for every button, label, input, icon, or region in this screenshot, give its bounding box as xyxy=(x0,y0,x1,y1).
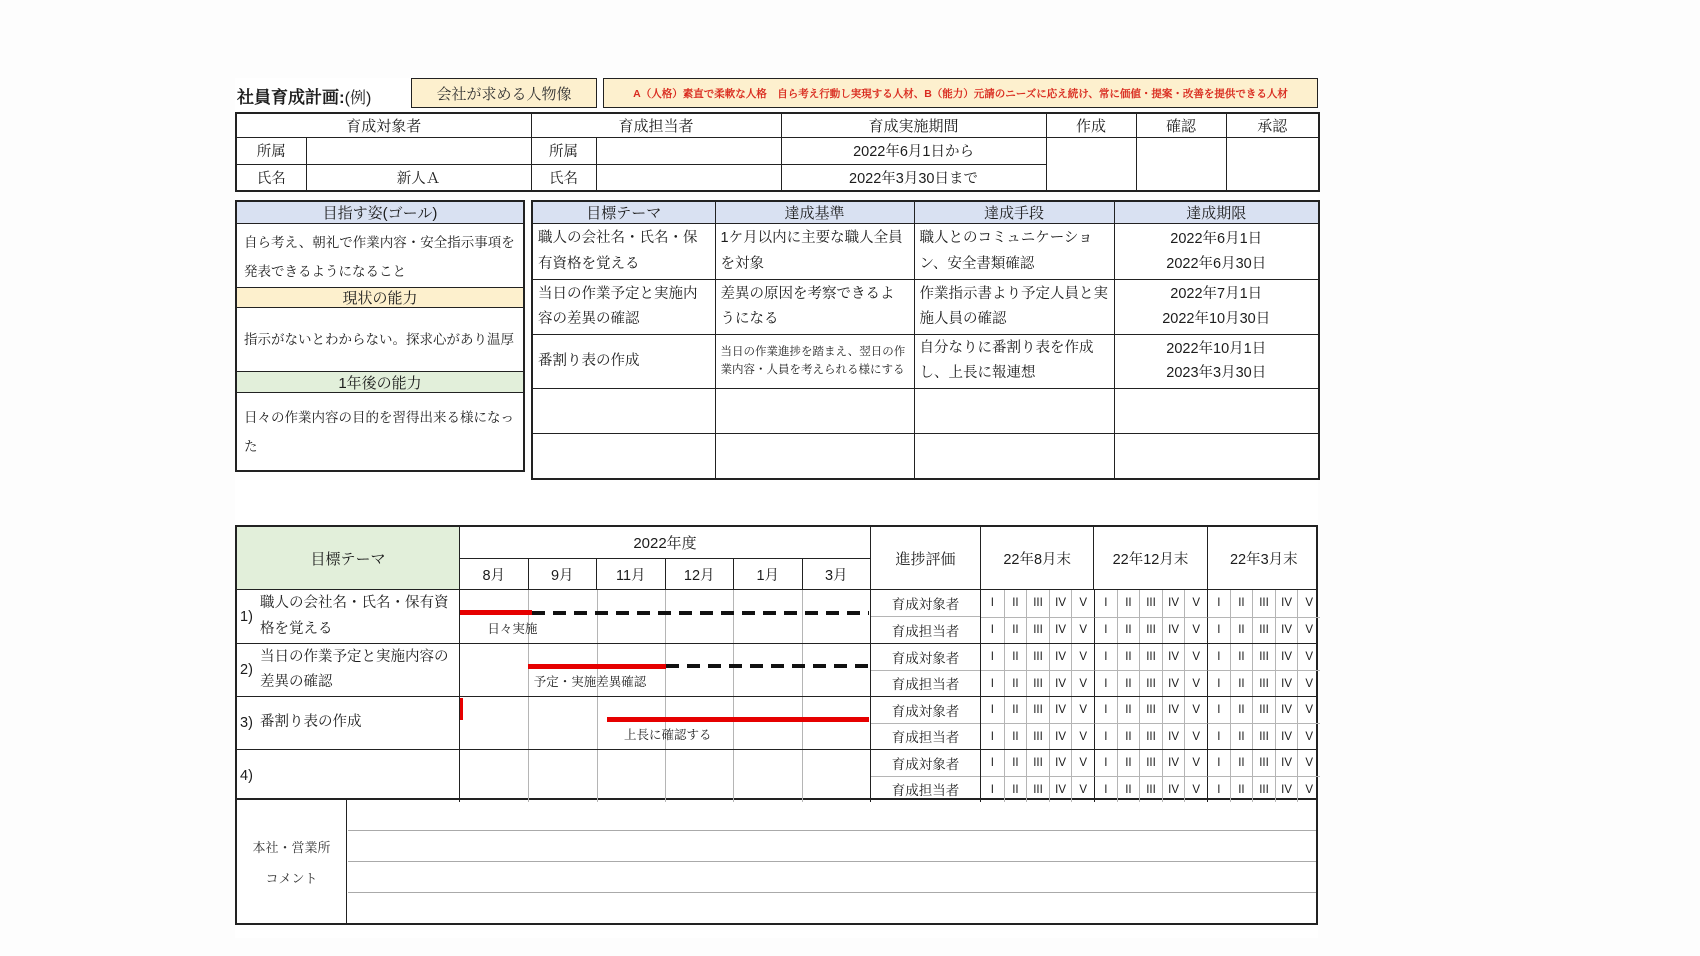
eval-scale-cell: II xyxy=(1230,750,1253,776)
eval-scale-cell: III xyxy=(1139,617,1162,644)
gantt-month-header: 8月 xyxy=(482,567,506,584)
gantt-bar-actual xyxy=(528,664,666,669)
eval-scale-cell: II xyxy=(1004,776,1027,802)
eval-scale-cell: I xyxy=(1207,750,1230,776)
gantt-eval-period-header: 22年3月末 xyxy=(1207,527,1320,589)
employee-development-plan-sheet xyxy=(235,78,1318,938)
eval-scale-cell: I xyxy=(1207,590,1230,617)
goal-criteria-cell xyxy=(715,388,914,433)
eval-scale-cell: III xyxy=(1252,723,1275,749)
comments-section xyxy=(235,800,1318,925)
eval-scale-cell: I xyxy=(981,776,1004,802)
eval-scale-cell: IV xyxy=(1162,644,1185,670)
goal-header: 目指す姿(ゴール) xyxy=(237,202,523,224)
eval-scale-cell: V xyxy=(1184,670,1207,696)
goal-theme-cell: 当日の作業予定と実施内容の差異の確認 xyxy=(532,280,715,335)
eval-scale-cell: II xyxy=(1004,723,1027,749)
gantt-role-label: 育成対象者 xyxy=(891,650,960,666)
month-separator xyxy=(802,590,803,643)
trainer-affiliation-value xyxy=(596,137,781,164)
eval-scale-cell: V xyxy=(1071,617,1094,644)
milestone-tick xyxy=(460,698,463,720)
gantt-bar-actual xyxy=(607,717,869,722)
eval-scale-cell: IV xyxy=(1275,644,1298,670)
eval-scale-cell: II xyxy=(1117,670,1140,696)
eval-scale-cell: II xyxy=(1004,750,1027,776)
eval-scale-cell: V xyxy=(1184,723,1207,749)
profile-panel xyxy=(235,200,525,472)
eval-scale-cell: I xyxy=(1094,776,1117,802)
gantt-timeline-cell xyxy=(460,590,870,643)
gantt-month-header: 1月 xyxy=(733,559,802,589)
eval-scale-cell: I xyxy=(990,757,994,769)
gantt-body xyxy=(237,590,1316,802)
eval-scale-cell: IV xyxy=(1275,670,1298,696)
trainee-name-value: 新人Ａ xyxy=(306,164,531,191)
gantt-role-label: 育成担当者 xyxy=(871,776,980,803)
eval-scale-cell: III xyxy=(1252,670,1275,696)
gantt-timeline-cell xyxy=(460,697,870,749)
company-persona-description: A（人格）素直で柔軟な人格 自ら考え行動し実現する人材、B（能力）元請のニーズに応え続け、常に価値・提案・改善を提供できる人材 xyxy=(603,78,1318,108)
goal-theme-cell xyxy=(532,433,715,479)
month-separator xyxy=(802,750,803,802)
deadline-to: 2023年3月30日 xyxy=(1166,365,1267,382)
goal-theme-cell xyxy=(532,388,715,433)
eval-scale-cell: I xyxy=(981,723,1004,749)
gantt-eval-cell xyxy=(980,590,1320,643)
eval-scale-cell: V xyxy=(1071,670,1094,696)
eval-scale-cell: II xyxy=(1230,723,1253,749)
period-to-value: 2022年3月30日まで xyxy=(781,164,1046,191)
eval-scale-cell: I xyxy=(1094,750,1117,776)
eval-scale-cell: I xyxy=(1207,723,1230,749)
eval-scale-cell: IV xyxy=(1162,590,1185,617)
gantt-bar-label: 上長に確認する xyxy=(624,728,712,743)
current-ability-header: 現状の能力 xyxy=(237,287,523,308)
eval-scale-cell: I xyxy=(1207,644,1230,670)
goal-theme-cell: 番割り表の作成 xyxy=(532,335,715,389)
trainee-affiliation-label: 所属 xyxy=(236,137,306,164)
eval-scale-cell: IV xyxy=(1275,776,1298,802)
eval-scale-cell: IV xyxy=(1275,590,1298,617)
month-separator xyxy=(733,750,734,802)
gantt-section xyxy=(235,525,1318,800)
gantt-theme-header: 目標テーマ xyxy=(237,527,460,589)
gantt-month-header: 12月 xyxy=(665,559,734,589)
deadline-from: 2022年7月1日 xyxy=(1170,286,1263,303)
month-separator xyxy=(665,750,666,802)
eval-scale-cell: II xyxy=(1117,723,1140,749)
gantt-month-headers xyxy=(460,559,870,589)
eval-scale-cell: V xyxy=(1297,750,1320,776)
future-ability-header: 1年後の能力 xyxy=(237,371,523,393)
eval-scale-cell: I xyxy=(1207,617,1230,644)
eval-scale-cell: III xyxy=(1252,776,1275,802)
eval-scale-cell: IV xyxy=(1162,723,1185,749)
eval-scale-cell: I xyxy=(1094,697,1117,723)
eval-scale-cell: V xyxy=(1297,776,1320,802)
page-title xyxy=(237,83,371,108)
eval-scale-cell: I xyxy=(1094,617,1117,644)
eval-scale-cell: IV xyxy=(1049,617,1072,644)
eval-scale-cell: I xyxy=(1207,670,1230,696)
comment-line xyxy=(348,831,1316,862)
eval-scale-cell: V xyxy=(1071,750,1094,776)
gantt-bar-planned xyxy=(532,611,869,615)
goal-method-cell: 自分なりに番割り表を作成し、上長に報連想 xyxy=(914,335,1114,389)
eval-scale-cell: V xyxy=(1071,723,1094,749)
eval-scale-cell: III xyxy=(1026,723,1049,749)
eval-scale-cell: V xyxy=(1184,776,1207,802)
eval-scale-cell: II xyxy=(1004,697,1027,723)
trainee-name-label: 氏名 xyxy=(236,164,306,191)
eval-scale-cell: II xyxy=(1230,590,1253,617)
eval-scale-cell: III xyxy=(1252,644,1275,670)
eval-scale-cell: IV xyxy=(1049,670,1072,696)
gantt-eval-cell xyxy=(980,644,1320,696)
goals-table-body xyxy=(532,224,1319,480)
eval-scale-cell: IV xyxy=(1049,776,1072,802)
gantt-header xyxy=(237,527,1316,590)
eval-scale-cell: II xyxy=(1230,697,1253,723)
goal-deadline-cell xyxy=(1114,335,1319,389)
comment-lines xyxy=(348,800,1316,923)
eval-scale-cell: IV xyxy=(1162,617,1185,644)
goals-header-theme: 目標テーマ xyxy=(532,201,715,224)
eval-scale-cell: I xyxy=(990,704,994,716)
eval-scale-cell: V xyxy=(1297,590,1320,617)
page-title-suffix: (例) xyxy=(344,90,372,107)
goal-method-cell xyxy=(914,388,1114,433)
goals-header-deadline: 達成期限 xyxy=(1114,201,1319,224)
gantt-role-cell xyxy=(870,644,980,696)
gantt-theme-text: 番割り表の作成 xyxy=(260,714,362,731)
eval-scale-cell: V xyxy=(1184,697,1207,723)
eval-scale-cell: IV xyxy=(1049,723,1072,749)
gantt-role-label: 育成対象者 xyxy=(891,756,960,772)
goal-deadline-cell xyxy=(1114,280,1319,335)
eval-scale-cell: IV xyxy=(1162,750,1185,776)
month-separator xyxy=(665,644,666,696)
gantt-role-cell xyxy=(870,590,980,643)
eval-scale-cell: III xyxy=(1026,617,1049,644)
created-header: 作成 xyxy=(1046,113,1136,137)
comment-line xyxy=(348,893,1316,923)
comments-label-line2: コメント xyxy=(265,870,318,886)
goal-deadline-cell xyxy=(1114,433,1319,479)
trainer-name-value xyxy=(596,164,781,191)
company-persona-label: 会社が求める人物像 xyxy=(411,78,597,108)
month-separator xyxy=(802,644,803,696)
eval-scale-cell: V xyxy=(1071,590,1094,617)
eval-scale-cell: IV xyxy=(1275,697,1298,723)
checked-header: 確認 xyxy=(1136,113,1226,137)
eval-scale-cell: V xyxy=(1184,750,1207,776)
eval-scale-cell: II xyxy=(1117,697,1140,723)
goals-header-method: 達成手段 xyxy=(914,201,1114,224)
gantt-timeline-cell xyxy=(460,644,870,696)
goal-method-cell xyxy=(914,433,1114,479)
gantt-row-number: 4) xyxy=(240,768,253,784)
eval-scale-cell: I xyxy=(1094,590,1117,617)
eval-scale-cell: II xyxy=(1004,590,1027,617)
trainer-name-label: 氏名 xyxy=(531,164,596,191)
goal-theme-cell: 職人の会社名・氏名・保有資格を覚える xyxy=(532,224,715,280)
gantt-role-label: 育成対象者 xyxy=(891,597,960,612)
eval-scale-cell: III xyxy=(1252,590,1275,617)
created-sign-cell xyxy=(1046,137,1136,191)
eval-scale-cell: I xyxy=(1094,644,1117,670)
eval-scale-cell: II xyxy=(1230,776,1253,802)
eval-scale-cell: III xyxy=(1026,750,1049,776)
gantt-bar-label: 日々実施 xyxy=(487,621,538,636)
eval-scale-cell: IV xyxy=(1049,697,1072,723)
period-from-value: 2022年6月1日から xyxy=(781,137,1046,164)
goal-method-cell: 職人とのコミュニケーション、安全書類確認 xyxy=(914,224,1114,280)
gantt-role-label: 育成担当者 xyxy=(871,723,980,750)
eval-scale-cell: III xyxy=(1139,644,1162,670)
gantt-months-header xyxy=(460,527,870,589)
goals-table-row xyxy=(532,280,1319,335)
eval-scale-cell: I xyxy=(1207,697,1230,723)
goals-header-criteria: 達成基準 xyxy=(715,201,914,224)
eval-scale-cell: V xyxy=(1184,617,1207,644)
deadline-from: 2022年10月1日 xyxy=(1166,340,1267,357)
gantt-row xyxy=(237,696,1316,749)
goals-table-row xyxy=(532,224,1319,280)
month-separator xyxy=(802,697,803,749)
month-separator xyxy=(528,750,529,802)
gantt-eval-period-headers xyxy=(980,527,1320,589)
gantt-row-number: 1) xyxy=(240,608,253,625)
month-separator xyxy=(597,697,598,749)
gantt-progress-header: 進捗評価 xyxy=(870,527,980,589)
gantt-eval-cell xyxy=(980,750,1320,802)
eval-scale-cell: V xyxy=(1071,776,1094,802)
eval-scale-cell: III xyxy=(1139,723,1162,749)
gantt-month-header: 9月 xyxy=(528,559,597,589)
eval-scale-cell: V xyxy=(1297,670,1320,696)
goal-criteria-cell xyxy=(715,433,914,479)
deadline-from: 2022年6月1日 xyxy=(1170,230,1263,247)
training-info-table xyxy=(235,112,1320,192)
gantt-row xyxy=(237,590,1316,643)
eval-scale-cell: III xyxy=(1139,670,1162,696)
period-header: 育成実施期間 xyxy=(781,113,1046,137)
eval-scale-cell: II xyxy=(1117,776,1140,802)
gantt-bar-actual xyxy=(460,610,532,615)
eval-scale-cell: V xyxy=(1071,697,1094,723)
month-separator xyxy=(733,644,734,696)
gantt-row xyxy=(237,643,1316,696)
eval-scale-cell: I xyxy=(1207,776,1230,802)
eval-scale-cell: I xyxy=(981,670,1004,696)
gantt-theme-cell xyxy=(237,750,460,802)
trainer-affiliation-label: 所属 xyxy=(531,137,596,164)
current-ability-text: 指示がないとわからない。探求心があり温厚 xyxy=(244,332,514,348)
eval-scale-cell: IV xyxy=(1162,697,1185,723)
eval-scale-cell: IV xyxy=(1162,776,1185,802)
goal-criteria-cell: 当日の作業進捗を踏まえ、翌日の作業内容・人員を考えられる様にする xyxy=(715,335,914,389)
eval-scale-cell: IV xyxy=(1049,750,1072,776)
goal-text: 自ら考え、朝礼で作業内容・安全指示事項を発表できるようになること xyxy=(244,235,515,280)
gantt-bar-label: 予定・実施差異確認 xyxy=(533,675,647,690)
comment-line xyxy=(348,800,1316,831)
eval-scale-cell: II xyxy=(1117,617,1140,644)
eval-scale-cell: III xyxy=(1139,750,1162,776)
gantt-eval-period-header: 22年8月末 xyxy=(980,527,1093,589)
eval-scale-cell: III xyxy=(1139,776,1162,802)
eval-scale-cell: IV xyxy=(1275,750,1298,776)
eval-scale-cell: IV xyxy=(1049,644,1072,670)
deadline-to: 2022年10月30日 xyxy=(1162,311,1271,327)
approved-header: 承認 xyxy=(1226,113,1319,137)
eval-scale-cell: III xyxy=(1139,590,1162,617)
eval-scale-cell: II xyxy=(1230,670,1253,696)
gantt-theme-cell xyxy=(237,697,460,749)
goals-table-row xyxy=(532,335,1319,389)
eval-scale-cell: I xyxy=(1094,723,1117,749)
gantt-role-label: 育成担当者 xyxy=(871,616,980,643)
eval-scale-cell: III xyxy=(1252,750,1275,776)
eval-scale-cell: IV xyxy=(1275,723,1298,749)
eval-scale-cell: II xyxy=(1230,644,1253,670)
goal-deadline-cell xyxy=(1114,388,1319,433)
checked-sign-cell xyxy=(1136,137,1226,191)
gantt-timeline-cell xyxy=(460,750,870,802)
eval-scale-cell: III xyxy=(1026,670,1049,696)
goals-table-row xyxy=(532,433,1319,479)
eval-scale-cell: III xyxy=(1252,617,1275,644)
eval-scale-cell: III xyxy=(1139,697,1162,723)
month-separator xyxy=(733,697,734,749)
deadline-to: 2022年6月30日 xyxy=(1166,255,1267,272)
eval-scale-cell: I xyxy=(1094,670,1117,696)
eval-scale-cell: II xyxy=(1117,750,1140,776)
gantt-theme-text: 当日の作業予定と実施内容の差異の確認 xyxy=(260,648,449,690)
gantt-theme-cell xyxy=(237,644,460,696)
comments-label xyxy=(237,800,347,923)
gantt-month-header: 3月 xyxy=(802,559,871,589)
approved-sign-cell xyxy=(1226,137,1319,191)
month-separator xyxy=(528,644,529,696)
goal-deadline-cell xyxy=(1114,224,1319,280)
eval-scale-cell: II xyxy=(1004,617,1027,644)
month-separator xyxy=(597,750,598,802)
eval-scale-cell: I xyxy=(990,597,994,610)
future-ability-text: 日々の作業内容の目的を習得出来る様になった xyxy=(244,409,514,454)
gantt-bar-planned xyxy=(666,664,868,668)
eval-scale-cell: II xyxy=(1117,644,1140,670)
gantt-theme-text: 職人の会社名・氏名・保有資格を覚える xyxy=(260,595,449,637)
gantt-row xyxy=(237,749,1316,802)
comment-line xyxy=(348,862,1316,893)
eval-scale-cell: II xyxy=(1004,644,1027,670)
eval-scale-cell: III xyxy=(1252,697,1275,723)
comments-label-line1: 本社・営業所 xyxy=(252,839,331,855)
eval-scale-cell: IV xyxy=(1275,617,1298,644)
eval-scale-cell: III xyxy=(1026,644,1049,670)
eval-scale-cell: V xyxy=(1297,644,1320,670)
eval-scale-cell: II xyxy=(1117,590,1140,617)
eval-scale-cell: V xyxy=(1071,644,1094,670)
goal-method-cell: 作業指示書より予定人員と実施人員の確認 xyxy=(914,280,1114,335)
gantt-year-header: 2022年度 xyxy=(460,527,870,559)
page-title-main: 社員育成計画: xyxy=(237,88,345,107)
eval-scale-cell: V xyxy=(1297,723,1320,749)
goal-criteria-cell: 差異の原因を考察できるようになる xyxy=(715,280,914,335)
month-separator xyxy=(733,590,734,643)
goals-table-row xyxy=(532,388,1319,433)
eval-scale-cell: II xyxy=(1004,670,1027,696)
eval-scale-cell: IV xyxy=(1049,590,1072,617)
gantt-role-cell xyxy=(870,750,980,802)
eval-scale-cell: III xyxy=(1026,697,1049,723)
eval-scale-cell: I xyxy=(990,651,994,663)
month-separator xyxy=(665,590,666,643)
eval-scale-cell: IV xyxy=(1162,670,1185,696)
gantt-month-header: 11月 xyxy=(596,559,665,589)
eval-scale-cell: V xyxy=(1297,617,1320,644)
gantt-eval-cell xyxy=(980,697,1320,749)
gantt-row-number: 2) xyxy=(240,662,253,678)
gantt-eval-period-header: 22年12月末 xyxy=(1093,527,1206,589)
gantt-role-label: 育成対象者 xyxy=(891,703,960,719)
month-separator xyxy=(597,590,598,643)
goal-criteria-cell: 1ケ月以内に主要な職人全員を対象 xyxy=(715,224,914,280)
gantt-theme-cell xyxy=(237,590,460,643)
trainee-header: 育成対象者 xyxy=(236,113,531,137)
goals-table xyxy=(531,200,1320,480)
eval-scale-cell: III xyxy=(1026,590,1049,617)
gantt-row-number: 3) xyxy=(240,715,253,731)
eval-scale-cell: II xyxy=(1230,617,1253,644)
eval-scale-cell: V xyxy=(1297,697,1320,723)
gantt-role-cell xyxy=(870,697,980,749)
eval-scale-cell: III xyxy=(1026,776,1049,802)
trainee-affiliation-value xyxy=(306,137,531,164)
eval-scale-cell: V xyxy=(1184,644,1207,670)
gantt-role-label: 育成担当者 xyxy=(871,670,980,697)
month-separator xyxy=(528,697,529,749)
trainer-header: 育成担当者 xyxy=(531,113,781,137)
eval-scale-cell: V xyxy=(1184,590,1207,617)
eval-scale-cell: I xyxy=(981,617,1004,644)
